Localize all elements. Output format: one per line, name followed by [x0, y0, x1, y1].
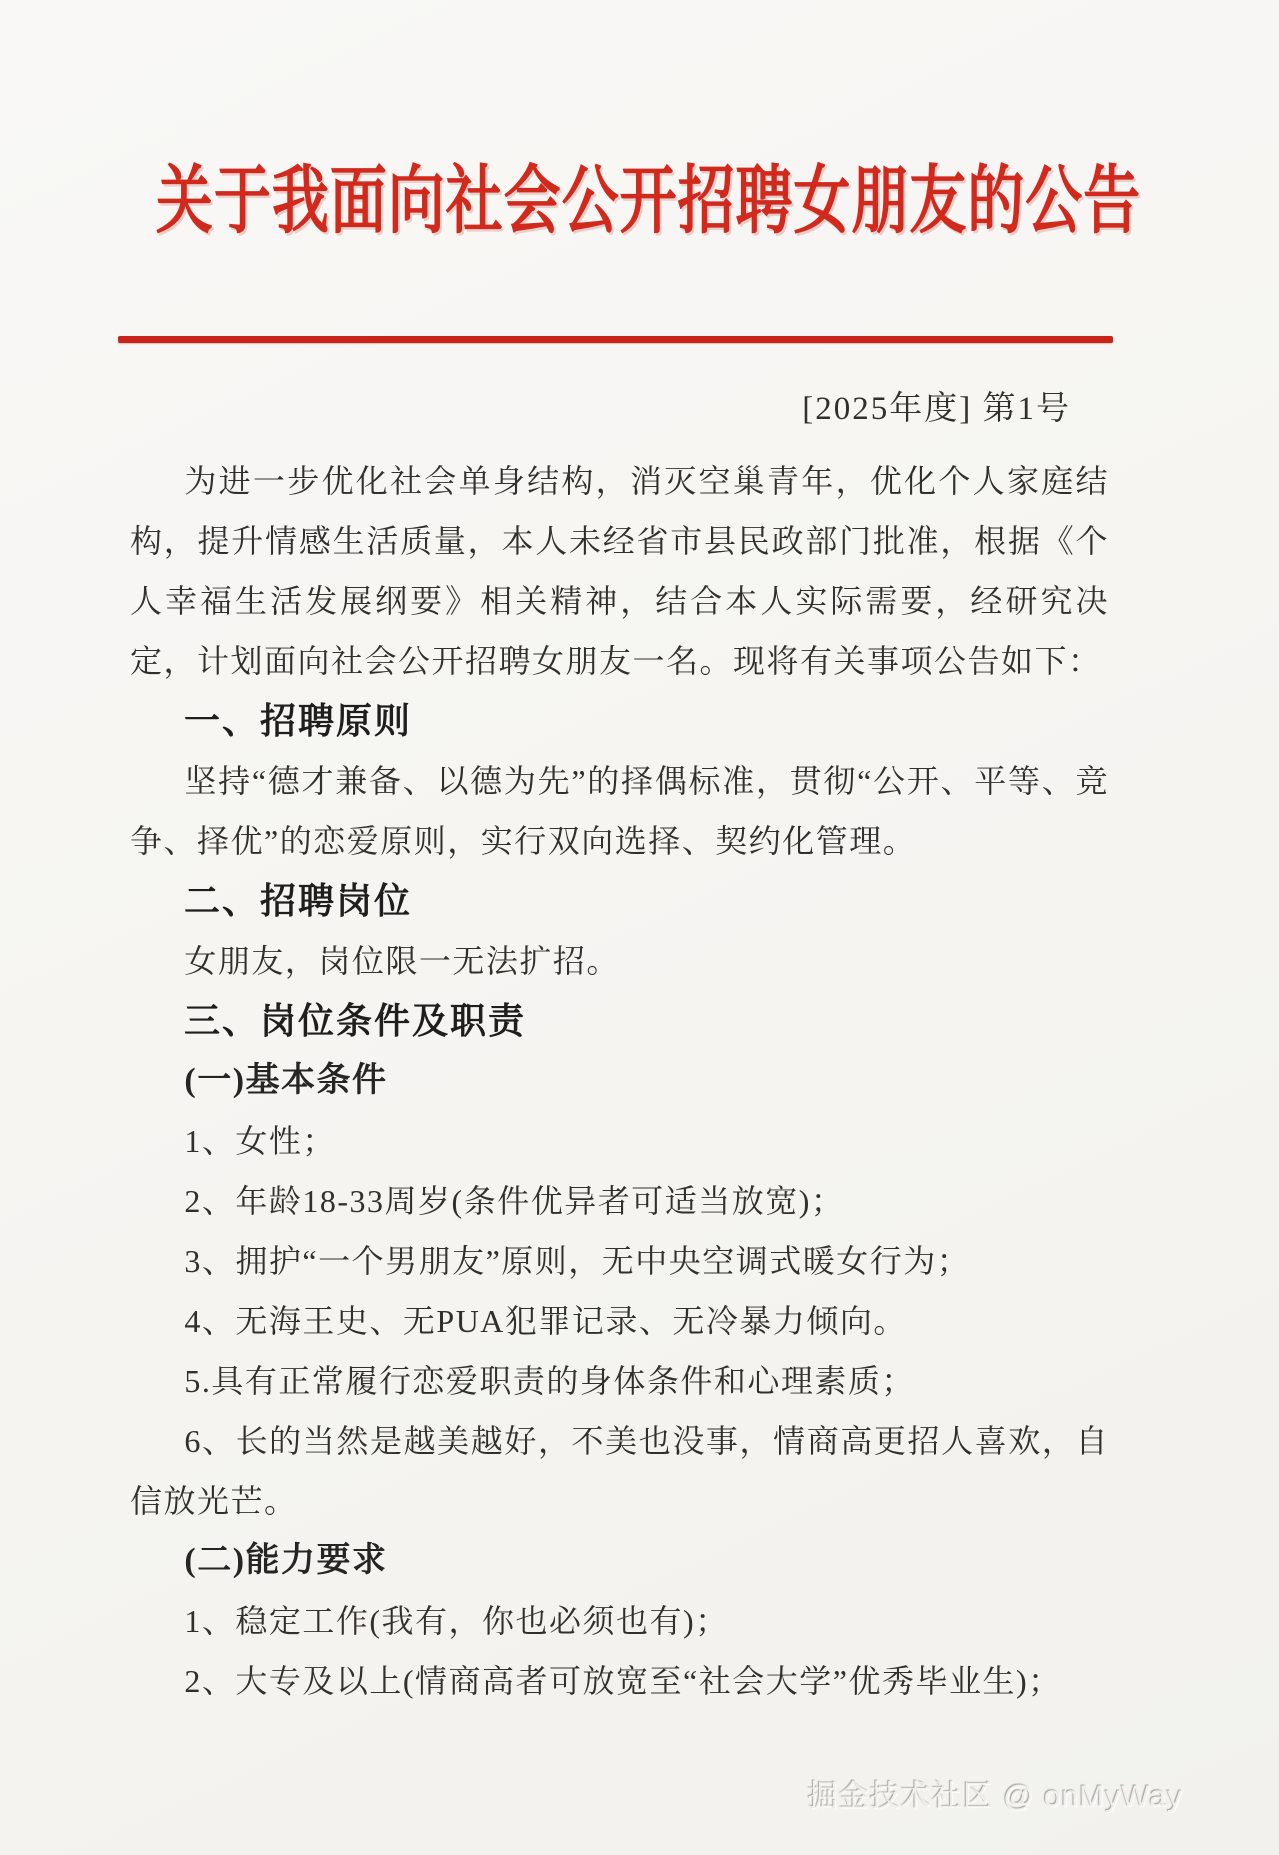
section2-body: 女朋友，岗位限一无法扩招。: [184, 943, 620, 980]
ability-requirement-item: 2、大专及以上(情商高者可放宽至“社会大学”优秀毕业生)；: [184, 1663, 1062, 1700]
section1-body: 坚持“德才兼备、以德为先”的择偶标准，贯彻“公开、平等、竞争、择优”的恋爱原则，实行双向选择、契约化管理。: [130, 763, 1109, 860]
intro-paragraph: 为进一步优化社会单身结构，消灭空巢青年，优化个人家庭结构，提升情感生活质量，本人未经省市县民政部门批准，根据《个人幸福生活发展纲要》相关精神，结合本人实际需要，经研究决定，计划面向社会公开招聘女朋友一名。现将有关事项公告如下：: [130, 463, 1109, 680]
page-title: 关于我面向社会公开招聘女朋友的公告: [155, 160, 1142, 243]
basic-condition-item: 3、拥护“一个男朋友”原则，无中央空调式暖女行为；: [184, 1243, 971, 1280]
subsection-ability-requirements-title: (二)能力要求: [184, 1542, 388, 1580]
watermark: 掘金技术社区 @ onMyWay: [807, 1780, 1183, 1813]
subsection-basic-conditions-title: (一)基本条件: [184, 1062, 388, 1100]
basic-condition-item: 4、无海王史、无PUA犯罪记录、无冷暴力倾向。: [184, 1303, 907, 1340]
basic-condition-item: 2、年龄18-33周岁(条件优异者可适当放宽)；: [184, 1183, 845, 1220]
document-content: [0, 112, 1279, 1711]
basic-condition-item: 6、长的当然是越美越好，不美也没事，情商高更招人喜欢，自信放光芒。: [130, 1423, 1109, 1520]
issue-number: [2025年度] 第1号: [802, 391, 1071, 428]
section1-heading: 一、招聘原则: [184, 700, 413, 742]
title-row: [130, 112, 1142, 278]
section3-heading: 三、岗位条件及职责: [184, 1000, 527, 1042]
basic-condition-item: 5.具有正常履行恋爱职责的身体条件和心理素质；: [184, 1363, 915, 1400]
ability-requirement-item: 1、稳定工作(我有，你也必须也有)；: [184, 1603, 729, 1640]
red-divider-rule: [118, 336, 1113, 343]
section2-heading: 二、招聘岗位: [184, 880, 413, 922]
basic-condition-item: 1、女性；: [184, 1123, 336, 1160]
